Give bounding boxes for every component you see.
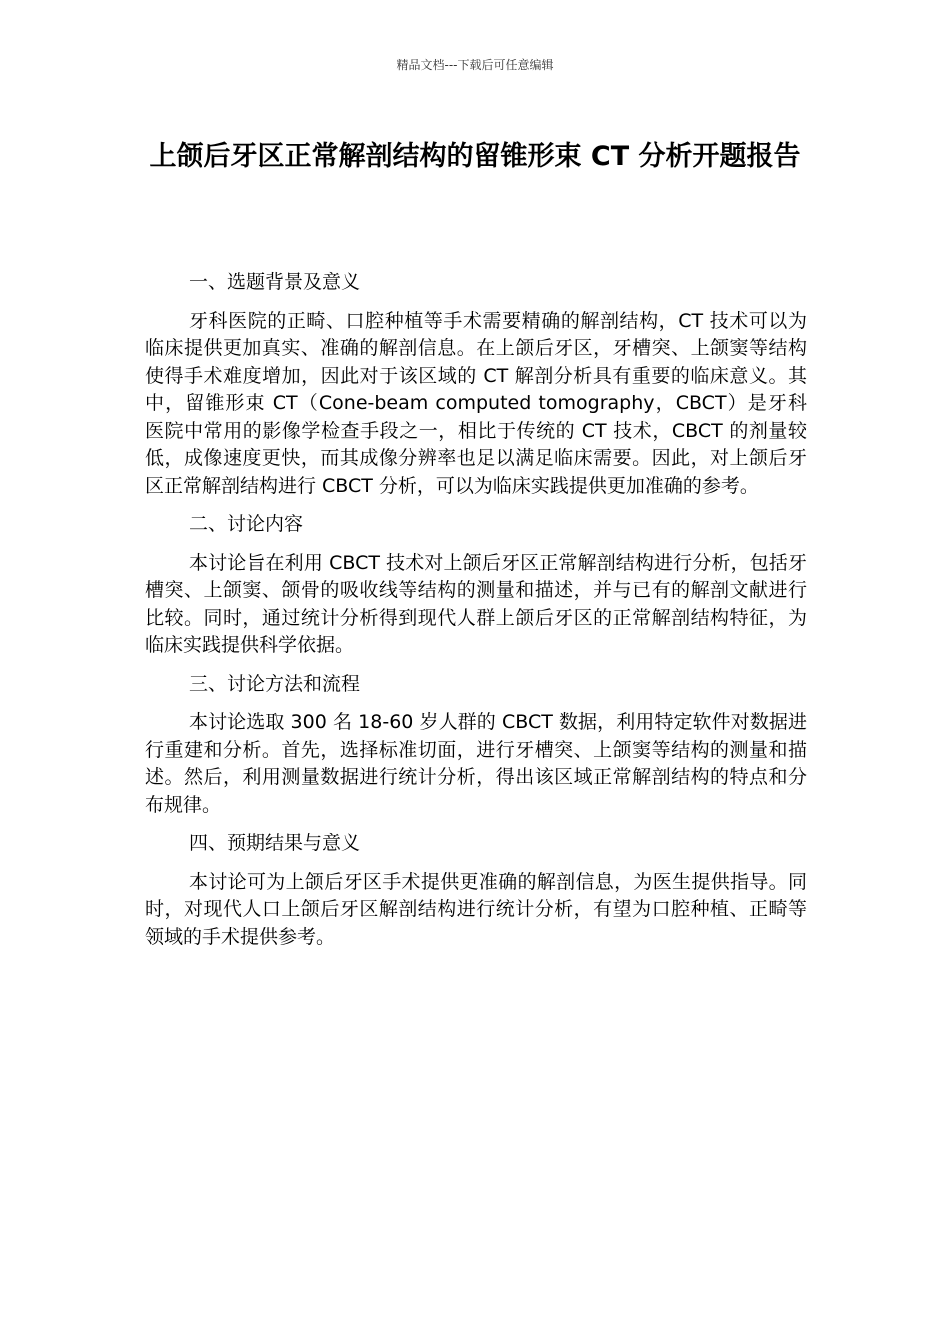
section-paragraph-method: 本讨论选取 300 名 18-60 岁人群的 CBCT 数据，利用特定软件对数据进行重建和分析。首先，选择标准切面，进行牙槽突、上颌窦等结构的测量和描述。然后，利用测量数据进行统计分析，得出该区域正常解剖结构的特点和分布规律。 xyxy=(145,711,807,816)
section-heading-content: 二、讨论内容 xyxy=(189,513,304,535)
section-paragraph-content: 本讨论旨在利用 CBCT 技术对上颌后牙区正常解剖结构进行分析，包括牙槽突、上颌窦、颌骨的吸收线等结构的测量和描述，并与已有的解剖文献进行比较。同时，通过统计分析得到现代人群上颌后牙区的正常解剖结构特征，为临床实践提供科学依据。 xyxy=(145,551,807,656)
document-title: 上颌后牙区正常解剖结构的留锥形束 CT 分析开题报告 xyxy=(149,141,801,172)
section-paragraph-background: 牙科医院的正畸、口腔种植等手术需要精确的解剖结构，CT 技术可以为临床提供更加真实、准确的解剖信息。在上颌后牙区，牙槽突、上颌窦等结构使得手术难度增加，因此对于该区域的 CT 解剖分析具有重要的临床意义。其中，留锥形束 CT（Cone-beam computed tomography，CBCT）是牙科医院中常用的影像学检查手段之一，相比于传统的 CT 技术，CBCT 的剂量较低，成像速度更快，而其成像分辨率也足以满足临床需要。因此，对上颌后牙区正常解剖结构进行 CBCT 分析，可以为临床实践提供更加准确的参考。 xyxy=(145,309,807,497)
section-heading-background: 一、选题背景及意义 xyxy=(189,271,361,293)
section-paragraph-expected-results: 本讨论可为上颌后牙区手术提供更准确的解剖信息，为医生提供指导。同时，对现代人口上颌后牙区解剖结构进行统计分析，有望为口腔种植、正畸等领域的手术提供参考。 xyxy=(145,870,807,948)
page-header-note: 精品文档---下载后可任意编辑 xyxy=(396,58,554,72)
document-body xyxy=(145,269,807,962)
section-heading-method: 三、讨论方法和流程 xyxy=(189,672,361,695)
section-heading-expected-results: 四、预期结果与意义 xyxy=(189,832,361,854)
